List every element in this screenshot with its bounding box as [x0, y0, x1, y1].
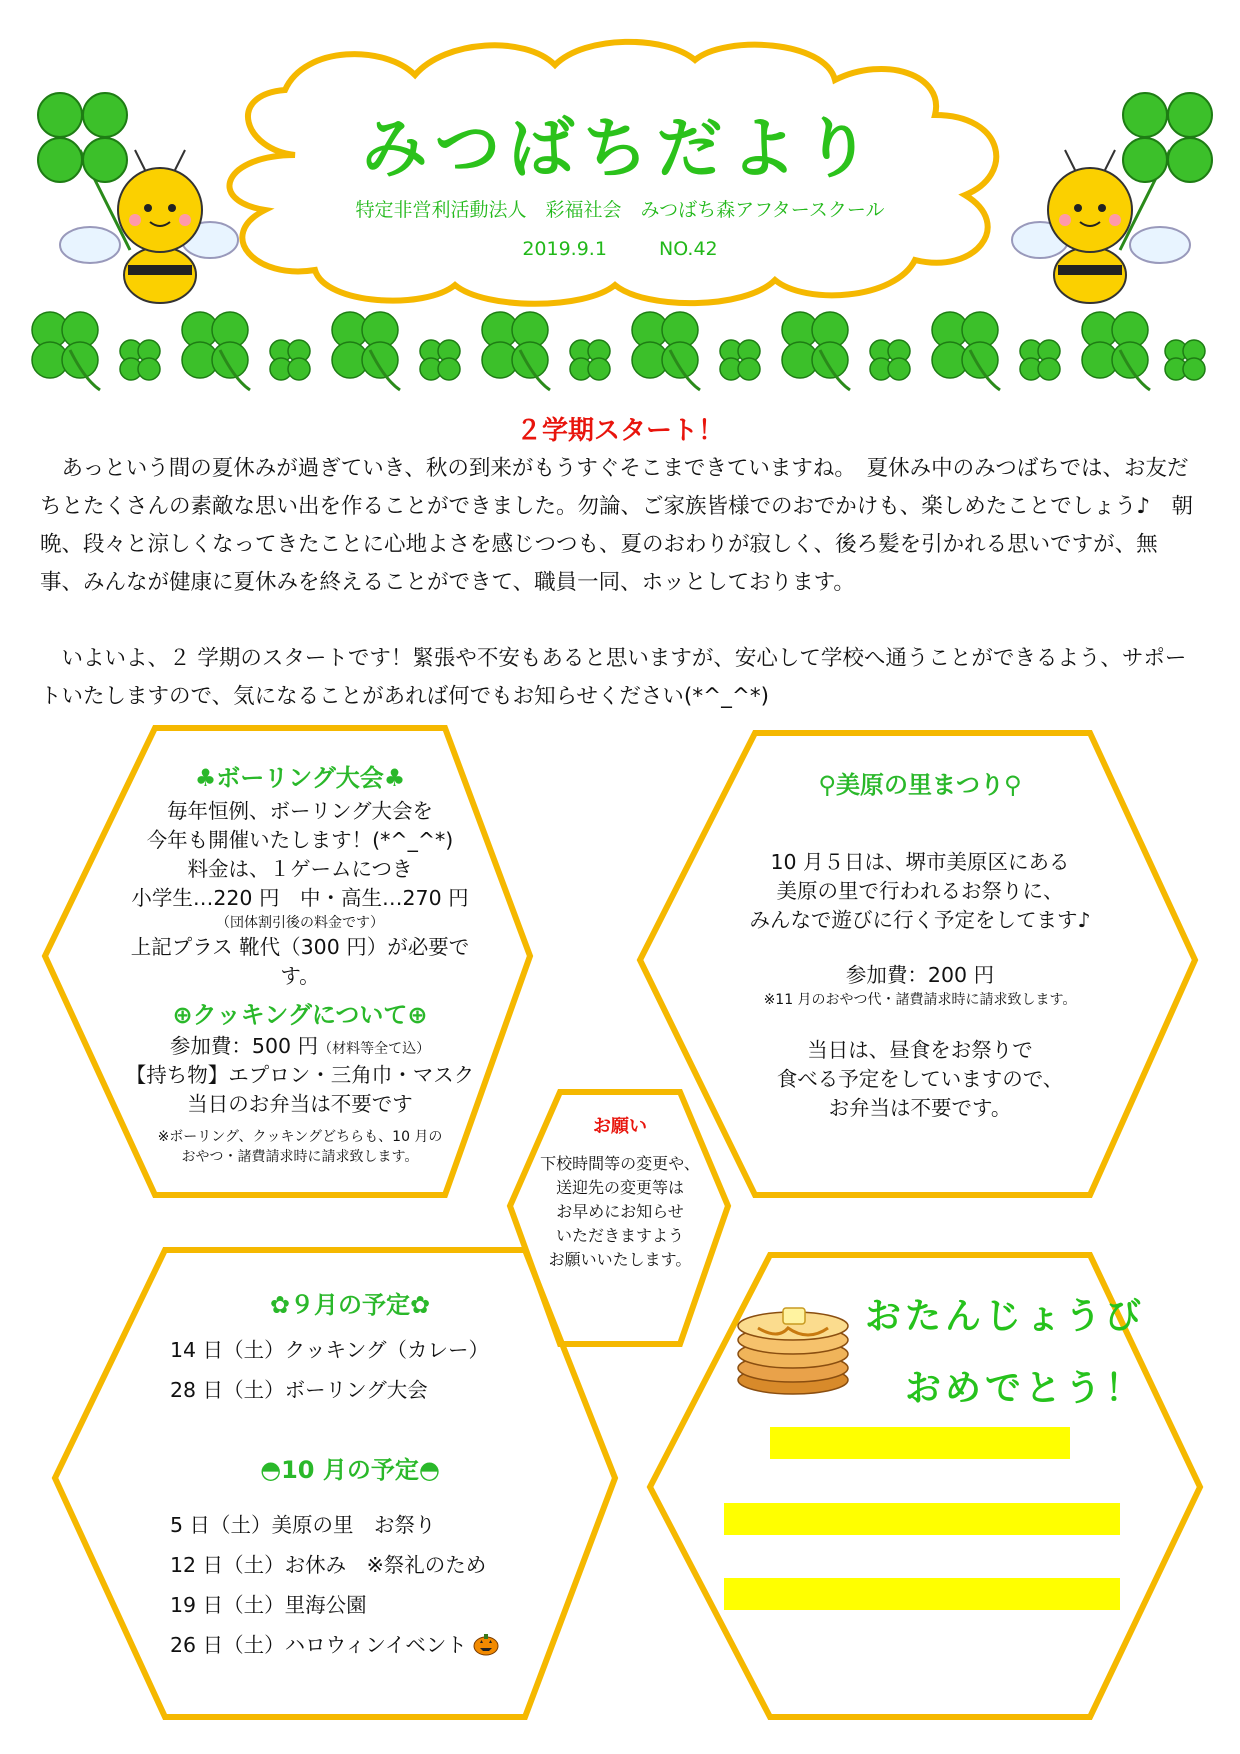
list-item: 14 日（土）クッキング（カレー）	[170, 1338, 489, 1362]
cooking-heading: ⊕クッキングについて⊕	[172, 1001, 428, 1029]
riceball-icon: ◓	[260, 1456, 282, 1484]
cooking-items: 【持ち物】エプロン・三角巾・マスク	[125, 1063, 475, 1087]
clover-border	[20, 300, 1220, 410]
festival-line-6: お弁当は不要です。	[828, 1096, 1012, 1120]
list-item: 12 日（土）お休み ※祭礼のため	[170, 1553, 487, 1577]
clover-icon	[632, 312, 700, 390]
magnifier-icon: ⊕	[172, 1001, 193, 1029]
birthday-line-1: おたんじょうび	[865, 1296, 1146, 1337]
cooking-fee: 参加費：500 円（材料等全て込）	[169, 1034, 431, 1058]
request-heading: お願い	[593, 1116, 647, 1137]
october-list	[170, 1505, 550, 1665]
clover-icon	[782, 312, 850, 390]
clover-icon	[482, 312, 550, 390]
issue-line	[300, 238, 940, 260]
festival-line-3: みんなで遊びに行く予定をしてます♪	[749, 908, 1091, 932]
clover-icon	[1082, 312, 1150, 390]
list-item: 5 日（土）美原の里 お祭り	[170, 1513, 436, 1537]
september-heading: ✿９月の予定✿	[269, 1291, 431, 1319]
clover-icon	[332, 312, 400, 390]
clover-icon: ♣	[383, 764, 406, 792]
bowling-heading: ♣ボーリング大会♣	[194, 764, 406, 792]
intro-heading: ２学期スタート！	[515, 416, 724, 446]
september-list	[170, 1330, 530, 1410]
pumpkin-icon	[473, 1632, 499, 1656]
bowling-line-2: 今年も開催いたします！(*^_^*)	[146, 828, 454, 852]
cooking-note-2: おやつ・諸費請求時に請求致します。	[181, 1149, 419, 1165]
cooking-note-1: ※ボーリング、クッキングどちらも、10 月の	[157, 1129, 443, 1145]
clover-icon	[182, 312, 250, 390]
bowling-line-1: 毎年恒例、ボーリング大会を	[166, 799, 434, 823]
clover-icon	[570, 340, 610, 380]
rabbit-icon: ✿	[269, 1291, 290, 1319]
list-item: 19 日（土）里海公園	[170, 1593, 367, 1617]
list-item: 28 日（土）ボーリング大会	[170, 1378, 428, 1402]
birthday-name-bar-1	[770, 1427, 1070, 1459]
rabbit-icon: ✿	[410, 1291, 431, 1319]
bowling-line-3: 料金は、１ゲームにつき	[187, 857, 413, 881]
request-line-2: 送迎先の変更等は	[555, 1178, 684, 1197]
request-section	[525, 1112, 715, 1272]
newsletter-title: みつばちだより	[361, 110, 879, 187]
magnifier-icon: ⚲	[818, 771, 836, 799]
birthday-line-2: おめでとう！	[905, 1368, 1146, 1409]
intro-paragraph-1: あっという間の夏休みが過ぎていき、秋の到来がもうすぐそこまできていますね。 夏休み中のみつばちでは、お友だちとたくさんの素敵な思い出を作ることができました。勿論、ご家族皆様でのおでかけも、楽しめたことでしょう♪ 朝晩、段々と涼しくなってきたことに心地よさを感じつつも、夏のおわりが寂しく、後ろ髪を引かれる思いですが、無事、みんなが健康に夏休みを終えることができて、職員一同、ホッとしております。	[40, 456, 1194, 595]
birthday-name-bar-2	[724, 1503, 1120, 1535]
birthday-name-bar-3	[724, 1578, 1120, 1610]
magnifier-icon: ⚲	[1004, 771, 1022, 799]
festival-line-2: 美原の里で行われるお祭りに、	[776, 879, 1064, 903]
festival-section	[720, 765, 1120, 1123]
bowling-discount-note: （団体割引後の料金です）	[216, 915, 384, 931]
request-line-1: 下校時間等の変更や、	[540, 1154, 700, 1173]
cooking-lunch: 当日のお弁当は不要です	[187, 1092, 413, 1116]
request-line-5: お願いいたします。	[548, 1250, 692, 1269]
festival-fee-note: ※11 月のおやつ代・諸費請求時に請求致します。	[763, 992, 1077, 1008]
clover-icon	[720, 340, 760, 380]
intro-paragraph-2: いよいよ、２ 学期のスタートです！緊張や不安もあると思いますが、安心して学校へ通うことができるよう、サポートいたしますので、気になることがあれば何でもお知らせください(*^_^*)	[40, 646, 1187, 709]
festival-heading: ⚲美原の里まつり⚲	[818, 771, 1022, 799]
organization-name: 特定非営利活動法人 彩福社会 みつばち森アフタースクール	[355, 199, 885, 221]
bowling-prices: 小学生…220 円 中・高生…270 円	[131, 886, 469, 910]
clover-icon	[1165, 340, 1205, 380]
request-line-4: いただきますよう	[555, 1226, 684, 1245]
clover-icon	[870, 340, 910, 380]
clover-icon	[32, 312, 100, 390]
magnifier-icon: ⊕	[407, 1001, 428, 1029]
clover-icon: ♣	[194, 764, 217, 792]
clover-icon	[420, 340, 460, 380]
issue-number: NO.42	[659, 238, 718, 260]
riceball-icon: ◓	[418, 1456, 440, 1484]
issue-date: 2019.9.1	[522, 238, 607, 260]
cooking-section	[120, 995, 480, 1167]
bee-icon	[1010, 70, 1230, 300]
clover-icon	[1020, 340, 1060, 380]
festival-line-4: 当日は、昼食をお祭りで	[807, 1038, 1033, 1062]
pancake-icon	[728, 1280, 858, 1400]
clover-icon	[120, 340, 160, 380]
festival-fee: 参加費：200 円	[845, 963, 995, 987]
october-heading: ◓10 月の予定◓	[260, 1456, 440, 1484]
festival-line-5: 食べる予定をしていますので、	[776, 1067, 1064, 1091]
bowling-shoes-fee: 上記プラス 靴代（300 円）が必要です。	[130, 935, 470, 988]
cooking-fee-note: （材料等全て込）	[318, 1041, 431, 1057]
clover-icon	[932, 312, 1000, 390]
bee-icon	[20, 70, 240, 300]
festival-line-1: 10 月５日は、堺市美原区にある	[770, 850, 1070, 874]
clover-icon	[270, 340, 310, 380]
list-item: 26 日（土）ハロウィンイベント	[170, 1625, 550, 1665]
request-line-3: お早めにお知らせ	[556, 1202, 684, 1221]
bowling-section	[120, 758, 480, 991]
